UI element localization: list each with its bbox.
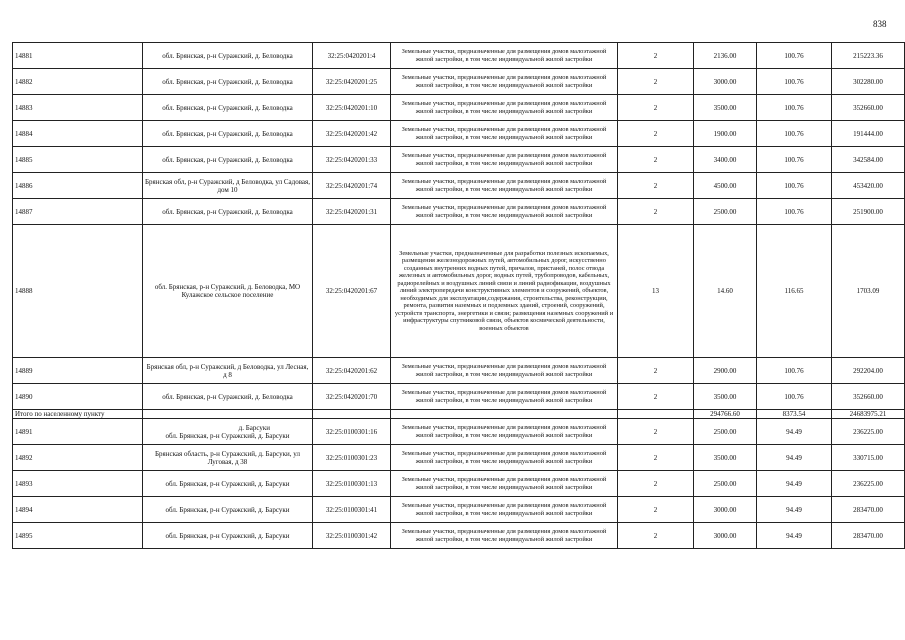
row-unit-value: 94.49	[757, 419, 832, 445]
row-cadastral-number: 32:25:0420201:33	[313, 147, 391, 173]
total-label: Итого по населенному пункту	[13, 410, 143, 419]
row-cadastral-value: 236225.00	[832, 419, 905, 445]
row-area: 2136.00	[694, 43, 757, 69]
row-use-code: 2	[618, 523, 694, 549]
row-area: 1900.00	[694, 121, 757, 147]
table-row	[13, 225, 905, 358]
row-area: 2900.00	[694, 358, 757, 384]
row-use-code: 2	[618, 384, 694, 410]
row-cadastral-number: 32:25:0100301:42	[313, 523, 391, 549]
row-unit-value: 100.76	[757, 121, 832, 147]
row-number: 14881	[13, 43, 143, 69]
row-cadastral-value: 302280.00	[832, 69, 905, 95]
row-cadastral-number: 32:25:0420201:25	[313, 69, 391, 95]
row-use-code: 2	[618, 471, 694, 497]
row-unit-value: 94.49	[757, 471, 832, 497]
row-cadastral-number: 32:25:0100301:13	[313, 471, 391, 497]
row-cadastral-value: 1703.09	[832, 225, 905, 358]
row-area: 4500.00	[694, 173, 757, 199]
row-address-text: обл. Брянская, р-н Суражский, д. Барсуки	[165, 431, 290, 440]
row-cadastral-value: 283470.00	[832, 497, 905, 523]
table-row	[13, 445, 905, 471]
row-address: Брянская обл, р-н Суражский, д Беловодка, ул Садовая, дом 10	[143, 173, 313, 199]
row-address: Брянская обл, р-н Суражский, д Беловодка, ул Лесная, д 8	[143, 358, 313, 384]
row-area: 2500.00	[694, 471, 757, 497]
row-address: обл. Брянская, р-н Суражский, д. Беловодка	[143, 199, 313, 225]
row-cadastral-value: 236225.00	[832, 471, 905, 497]
row-land-use: Земельные участки, предназначенные для размещения домов малоэтажной жилой застройки, в том числе индивидуальной жилой застройки	[391, 69, 618, 95]
row-land-use: Земельные участки, предназначенные для размещения домов малоэтажной жилой застройки, в том числе индивидуальной жилой застройки	[391, 43, 618, 69]
table-row	[13, 523, 905, 549]
row-area: 3500.00	[694, 95, 757, 121]
row-address	[143, 419, 313, 445]
row-unit-value: 94.49	[757, 523, 832, 549]
row-cadastral-number: 32:25:0420201:4	[313, 43, 391, 69]
row-cadastral-value: 453420.00	[832, 173, 905, 199]
row-land-use: Земельные участки, предназначенные для размещения домов малоэтажной жилой застройки, в том числе индивидуальной жилой застройки	[391, 173, 618, 199]
table-row	[13, 43, 905, 69]
locality-heading: д. Барсуки	[238, 423, 270, 432]
row-land-use: Земельные участки, предназначенные для размещения домов малоэтажной жилой застройки, в том числе индивидуальной жилой застройки	[391, 147, 618, 173]
table-row	[13, 147, 905, 173]
row-unit-value: 94.49	[757, 445, 832, 471]
row-cadastral-number: 32:25:0420201:67	[313, 225, 391, 358]
row-cadastral-value: 342584.00	[832, 147, 905, 173]
row-cadastral-number: 32:25:0420201:70	[313, 384, 391, 410]
row-area: 2500.00	[694, 419, 757, 445]
row-unit-value: 100.76	[757, 384, 832, 410]
table-row	[13, 419, 905, 445]
row-area: 3000.00	[694, 523, 757, 549]
total-unit-value: 8373.54	[757, 410, 832, 419]
row-cadastral-number: 32:25:0420201:10	[313, 95, 391, 121]
total-row	[13, 410, 905, 419]
row-unit-value: 100.76	[757, 69, 832, 95]
row-land-use: Земельные участки, предназначенные для размещения домов малоэтажной жилой застройки, в том числе индивидуальной жилой застройки	[391, 523, 618, 549]
tall-row-group	[13, 225, 905, 358]
table-row	[13, 497, 905, 523]
row-area: 3400.00	[694, 147, 757, 173]
row-unit-value: 100.76	[757, 199, 832, 225]
row-address: обл. Брянская, р-н Суражский, д. Барсуки	[143, 497, 313, 523]
row-address: обл. Брянская, р-н Суражский, д. Беловодка	[143, 43, 313, 69]
row-use-code: 2	[618, 69, 694, 95]
group-beloovodka-rows-2	[13, 358, 905, 410]
row-cadastral-number: 32:25:0100301:16	[313, 419, 391, 445]
row-land-use: Земельные участки, предназначенные для размещения домов малоэтажной жилой застройки, в том числе индивидуальной жилой застройки	[391, 497, 618, 523]
row-number: 14883	[13, 95, 143, 121]
row-use-code: 2	[618, 497, 694, 523]
table-row	[13, 199, 905, 225]
row-land-use: Земельные участки, предназначенные для размещения домов малоэтажной жилой застройки, в том числе индивидуальной жилой застройки	[391, 471, 618, 497]
row-unit-value: 116.65	[757, 225, 832, 358]
row-number: 14887	[13, 199, 143, 225]
group-barsuki-rows	[13, 419, 905, 549]
row-number: 14893	[13, 471, 143, 497]
row-land-use: Земельные участки, предназначенные для размещения домов малоэтажной жилой застройки, в том числе индивидуальной жилой застройки	[391, 358, 618, 384]
row-address: Брянская область, р-н Суражский, д. Барсуки, ул Луговая, д 38	[143, 445, 313, 471]
row-use-code: 2	[618, 95, 694, 121]
row-use-code: 2	[618, 445, 694, 471]
row-number: 14888	[13, 225, 143, 358]
row-area: 3500.00	[694, 384, 757, 410]
row-cadastral-value: 191444.00	[832, 121, 905, 147]
row-cadastral-number: 32:25:0420201:31	[313, 199, 391, 225]
row-address: обл. Брянская, р-н Суражский, д. Беловодка	[143, 121, 313, 147]
table-row	[13, 173, 905, 199]
cadastral-value-table	[12, 42, 905, 549]
total-area: 294766.60	[694, 410, 757, 419]
row-land-use: Земельные участки, предназначенные для разработки полезных ископаемых, размещения железнодорожных путей, автомобильных дорог, искусственно созданных внутренних водных путей, причалов, пристаней, полос отвода железных и автомобильных дорог, водных путей, трубопроводов, кабельных, радиорелейных и воздушных линий связи и линий радиофикации, воздушных линий электропередачи конструктивных элементов и сооружений, объектов, необходимых для эксплуатации,содержания, строительства, реконструкции, ремонта, развития наземных и подземных зданий, строений, сооружений, устройств транспорта, энергетики и связи; размещения наземных сооружений и инфраструктуры спутниковой связи, объектов космической деятельности, военных объектов	[391, 225, 618, 358]
row-number: 14890	[13, 384, 143, 410]
row-use-code: 2	[618, 173, 694, 199]
row-area: 3000.00	[694, 69, 757, 95]
row-cadastral-value: 292204.00	[832, 358, 905, 384]
group-beloovodka-rows	[13, 43, 905, 225]
row-number: 14891	[13, 419, 143, 445]
table-row	[13, 121, 905, 147]
row-number: 14885	[13, 147, 143, 173]
row-address: обл. Брянская, р-н Суражский, д. Беловодка	[143, 69, 313, 95]
row-land-use: Земельные участки, предназначенные для размещения домов малоэтажной жилой застройки, в том числе индивидуальной жилой застройки	[391, 121, 618, 147]
row-cadastral-value: 215223.36	[832, 43, 905, 69]
row-cadastral-value: 283470.00	[832, 523, 905, 549]
row-address: обл. Брянская, р-н Суражский, д. Барсуки	[143, 523, 313, 549]
row-use-code: 2	[618, 419, 694, 445]
table-row	[13, 95, 905, 121]
row-number: 14882	[13, 69, 143, 95]
row-cadastral-value: 330715.00	[832, 445, 905, 471]
row-unit-value: 100.76	[757, 358, 832, 384]
total-group	[13, 410, 905, 419]
row-cadastral-value: 352660.00	[832, 384, 905, 410]
row-number: 14892	[13, 445, 143, 471]
row-cadastral-number: 32:25:0420201:74	[313, 173, 391, 199]
row-number: 14895	[13, 523, 143, 549]
row-unit-value: 100.76	[757, 173, 832, 199]
row-area: 3500.00	[694, 445, 757, 471]
page-number: 838	[873, 19, 887, 29]
row-land-use: Земельные участки, предназначенные для размещения домов малоэтажной жилой застройки, в том числе индивидуальной жилой застройки	[391, 445, 618, 471]
row-cadastral-number: 32:25:0420201:42	[313, 121, 391, 147]
row-area: 14.60	[694, 225, 757, 358]
table-row	[13, 358, 905, 384]
row-address: обл. Брянская, р-н Суражский, д. Беловодка	[143, 384, 313, 410]
row-number: 14889	[13, 358, 143, 384]
total-cadastral-value: 24683975.21	[832, 410, 905, 419]
table-row	[13, 471, 905, 497]
row-number: 14894	[13, 497, 143, 523]
row-use-code: 2	[618, 121, 694, 147]
row-area: 2500.00	[694, 199, 757, 225]
row-use-code: 2	[618, 199, 694, 225]
row-land-use: Земельные участки, предназначенные для размещения домов малоэтажной жилой застройки, в том числе индивидуальной жилой застройки	[391, 419, 618, 445]
row-cadastral-number: 32:25:0100301:23	[313, 445, 391, 471]
row-cadastral-value: 352660.00	[832, 95, 905, 121]
row-number: 14884	[13, 121, 143, 147]
row-unit-value: 100.76	[757, 95, 832, 121]
row-unit-value: 94.49	[757, 497, 832, 523]
row-unit-value: 100.76	[757, 147, 832, 173]
row-address: обл. Брянская, р-н Суражский, д. Беловодка	[143, 95, 313, 121]
row-address: обл. Брянская, р-н Суражский, д. Беловодка, МО Кулажское сельское поселение	[143, 225, 313, 358]
row-cadastral-value: 251900.00	[832, 199, 905, 225]
row-address: обл. Брянская, р-н Суражский, д. Беловодка	[143, 147, 313, 173]
row-address: обл. Брянская, р-н Суражский, д. Барсуки	[143, 471, 313, 497]
table-row	[13, 384, 905, 410]
row-use-code: 2	[618, 43, 694, 69]
row-use-code: 2	[618, 147, 694, 173]
row-number: 14886	[13, 173, 143, 199]
row-land-use: Земельные участки, предназначенные для размещения домов малоэтажной жилой застройки, в том числе индивидуальной жилой застройки	[391, 384, 618, 410]
row-cadastral-number: 32:25:0420201:62	[313, 358, 391, 384]
table-row	[13, 69, 905, 95]
row-cadastral-number: 32:25:0100301:41	[313, 497, 391, 523]
row-use-code: 2	[618, 358, 694, 384]
row-area: 3000.00	[694, 497, 757, 523]
row-unit-value: 100.76	[757, 43, 832, 69]
row-land-use: Земельные участки, предназначенные для размещения домов малоэтажной жилой застройки, в том числе индивидуальной жилой застройки	[391, 95, 618, 121]
row-use-code: 13	[618, 225, 694, 358]
row-land-use: Земельные участки, предназначенные для размещения домов малоэтажной жилой застройки, в том числе индивидуальной жилой застройки	[391, 199, 618, 225]
